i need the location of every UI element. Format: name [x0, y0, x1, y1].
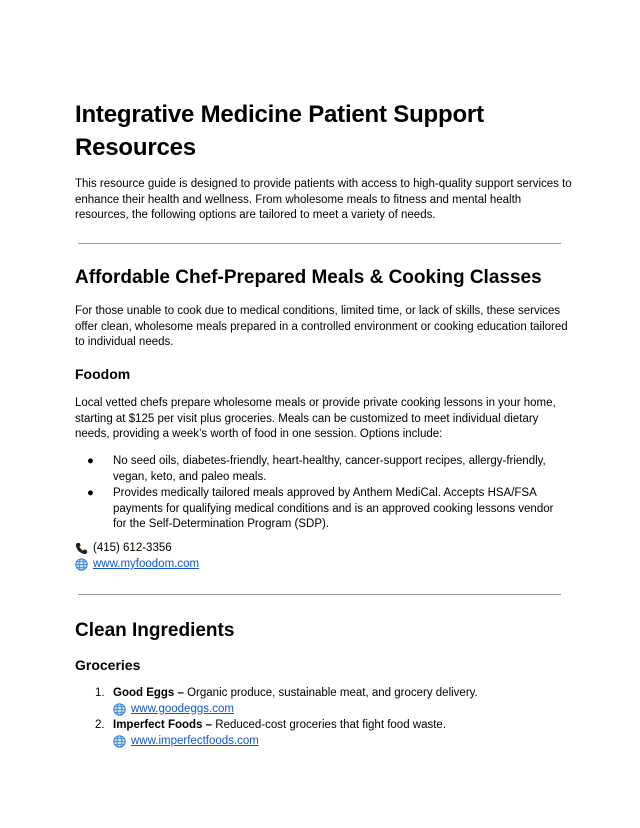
list-item-line — [113, 686, 565, 702]
vendor-name: Good Eggs – — [113, 687, 184, 699]
foodom-options-list — [75, 454, 565, 534]
foodom-website — [75, 557, 199, 573]
list-item — [75, 718, 565, 749]
foodom-website-link[interactable]: www.myfoodom.com — [93, 558, 200, 570]
list-item-text: No seed oils, diabetes-friendly, heart-healthy, cancer-support recipes, allergy-friendly, vegan, keto, and paleo meals. — [113, 455, 546, 483]
vendor-website — [113, 734, 565, 750]
section-meals-description: For those unable to cook due to medical conditions, limited time, or lack of skills, these services offer clean, wholesome meals prepared in a controlled environment or cooking education tailored to individual needs. — [75, 305, 568, 348]
list-item — [75, 486, 565, 533]
list-item — [75, 454, 565, 485]
bullet-marker: ● — [87, 487, 94, 499]
list-item-text: Provides medically tailored meals approved by Anthem MediCal. Accepts HSA/FSA payments for qualifying medical conditions and is an approved cooking lessons vendor for the Self-Determination Program (SDP). — [113, 487, 554, 530]
section-heading-clean-ingredients: Clean Ingredients — [75, 620, 235, 641]
phone-number: (415) 612-3356 — [93, 542, 172, 554]
globe-icon — [75, 558, 88, 571]
vendor-description: Organic produce, sustainable meat, and grocery delivery. — [183, 687, 478, 699]
vendor-name: Imperfect Foods – — [113, 719, 213, 731]
list-item — [75, 686, 565, 717]
list-item-line — [113, 718, 565, 734]
globe-icon — [113, 735, 126, 748]
vendor-description: Reduced-cost groceries that fight food waste. — [212, 719, 447, 731]
page-title: Integrative Medicine Patient Support Resources — [75, 101, 484, 161]
list-number: 1. — [95, 687, 105, 699]
bullet-marker: ● — [87, 455, 94, 467]
groceries-list — [75, 686, 565, 750]
section-heading-meals: Affordable Chef-Prepared Meals & Cooking Classes — [75, 267, 542, 288]
subheading-groceries: Groceries — [75, 657, 141, 673]
vendor-website — [113, 702, 565, 718]
provider-heading-foodom: Foodom — [75, 366, 131, 382]
goodeggs-website-link[interactable]: www.goodeggs.com — [131, 702, 234, 715]
section-divider — [78, 594, 561, 595]
section-divider — [78, 243, 561, 244]
intro-paragraph: This resource guide is designed to provide patients with access to high-quality support services to enhance their health and wellness. From wholesome meals to fitness and mental health resources, the following options are tailored to meet a variety of needs. — [75, 178, 572, 221]
foodom-description: Local vetted chefs prepare wholesome meals or provide private cooking lessons in your home, starting at $125 per visit plus groceries. Meals can be customized to meet individual dietary needs, providing a week’s worth of food in one session. Options include: — [75, 397, 556, 440]
list-number: 2. — [95, 719, 105, 731]
foodom-phone — [75, 541, 172, 557]
imperfectfoods-website-link[interactable]: www.imperfectfoods.com — [131, 734, 259, 747]
globe-icon — [113, 703, 126, 716]
phone-icon — [75, 542, 88, 555]
